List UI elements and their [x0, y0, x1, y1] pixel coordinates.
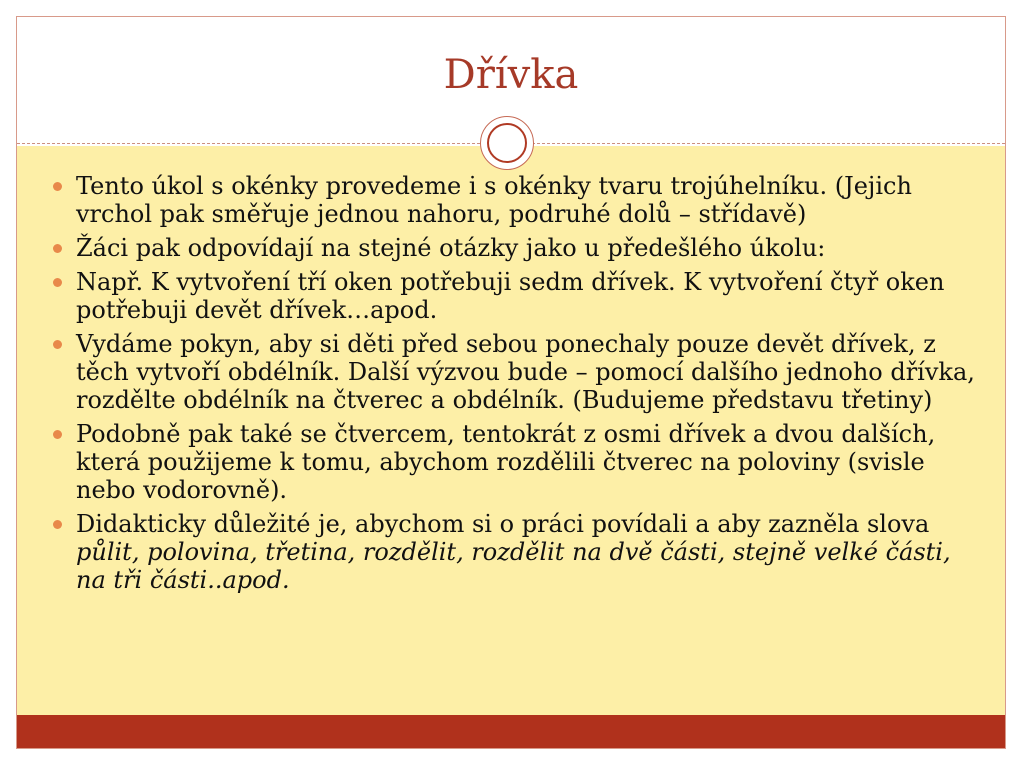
bullet-item — [52, 268, 982, 324]
circle-ornament-icon — [480, 116, 534, 170]
bullet-item — [52, 234, 982, 262]
bottom-bar — [17, 715, 1005, 748]
bullet-text: Žáci pak odpovídají na stejné otázky jako u předešlého úkolu: — [76, 234, 826, 262]
bullet-item — [52, 510, 982, 594]
bullet-list — [52, 172, 982, 600]
bullet-dot-icon — [53, 278, 62, 287]
bullet-text-italic: půlit, polovina, třetina, rozdělit, rozdělit na dvě části, stejně velké části, na tři části..apod. — [76, 538, 951, 594]
bullet-dot-icon — [53, 430, 62, 439]
bullet-text-plain: Didakticky důležité je, abychom si o práci povídali a aby zazněla slova — [76, 510, 930, 538]
slide-title: Dřívka — [443, 52, 579, 98]
bullet-text: Podobně pak také se čtvercem, tentokrát z osmi dřívek a dvou dalších, která použijeme k tomu, abychom rozdělili čtverec na poloviny (svisle nebo vodorovně). — [76, 420, 936, 504]
bullet-dot-icon — [53, 520, 62, 529]
bullet-text: Vydáme pokyn, aby si děti před sebou ponechaly pouze devět dřívek, z těch vytvoří obdélník. Další výzvou bude – pomocí dalšího jednoho dřívka, rozdělte obdélník na čtverec a obdélník. (Budujeme představu třetiny) — [76, 330, 975, 414]
bullet-dot-icon — [53, 244, 62, 253]
bullet-item — [52, 420, 982, 504]
bullet-text: Tento úkol s okénky provedeme i s okénky tvaru trojúhelníku. (Jejich vrchol pak směřuje jednou nahoru, podruhé dolů – střídavě) — [76, 172, 912, 228]
bullet-item — [52, 172, 982, 228]
slide — [16, 16, 1006, 749]
bullet-item — [52, 330, 982, 414]
bullet-text: Např. K vytvoření tří oken potřebuji sedm dřívek. K vytvoření čtyř oken potřebuji devět dřívek…apod. — [76, 268, 945, 324]
bullet-dot-icon — [53, 340, 62, 349]
bullet-dot-icon — [53, 182, 62, 191]
